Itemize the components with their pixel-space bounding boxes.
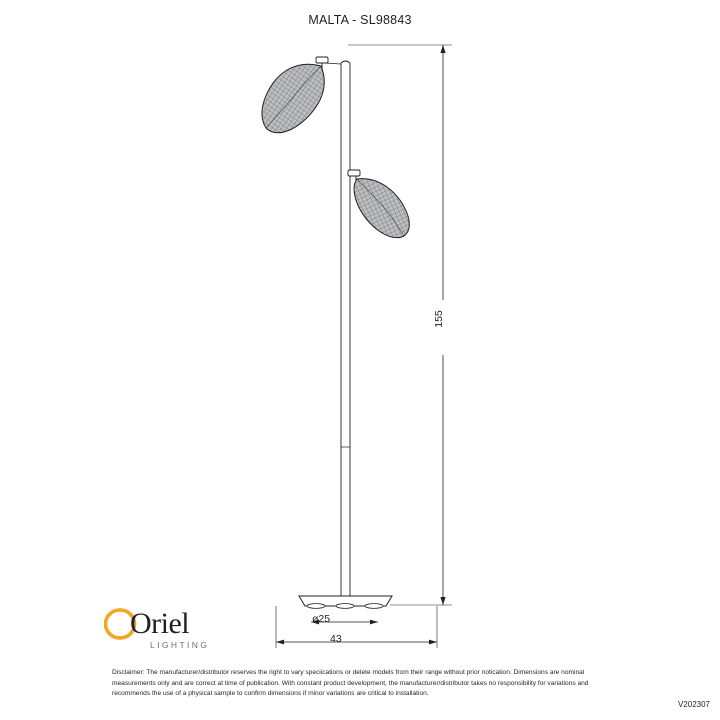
upper-lamp-head bbox=[262, 57, 341, 133]
disclaimer-text: Disclaimer: The manufacturer/distributor reserves the right to vary speciications or delete models from their range without prior notication. Dimensions are nominal measurements only and are correct at time of publication. With constant product development, the manufacturer/distributor takes no responsibility for variations and recommends the use of a physical sample to confirm dimensions if minor variations are critical to installation. bbox=[112, 669, 589, 698]
lower-lamp-head bbox=[348, 170, 409, 238]
logo-subtitle: LIGHTING bbox=[150, 640, 210, 650]
page-title: MALTA - SL98843 bbox=[308, 13, 412, 27]
version-code: V202307 bbox=[677, 700, 710, 709]
oriel-lighting-logo bbox=[104, 608, 214, 656]
dimension-label-base-diameter: ø25 bbox=[312, 613, 331, 625]
logo-wordmark: Oriel bbox=[130, 607, 190, 640]
lamp-pole bbox=[341, 61, 350, 596]
dimension-base-width bbox=[276, 606, 437, 648]
dimension-label-height: 155 bbox=[432, 310, 445, 328]
lamp-base bbox=[299, 596, 392, 608]
dimension-label-base-width: 43 bbox=[330, 633, 342, 645]
